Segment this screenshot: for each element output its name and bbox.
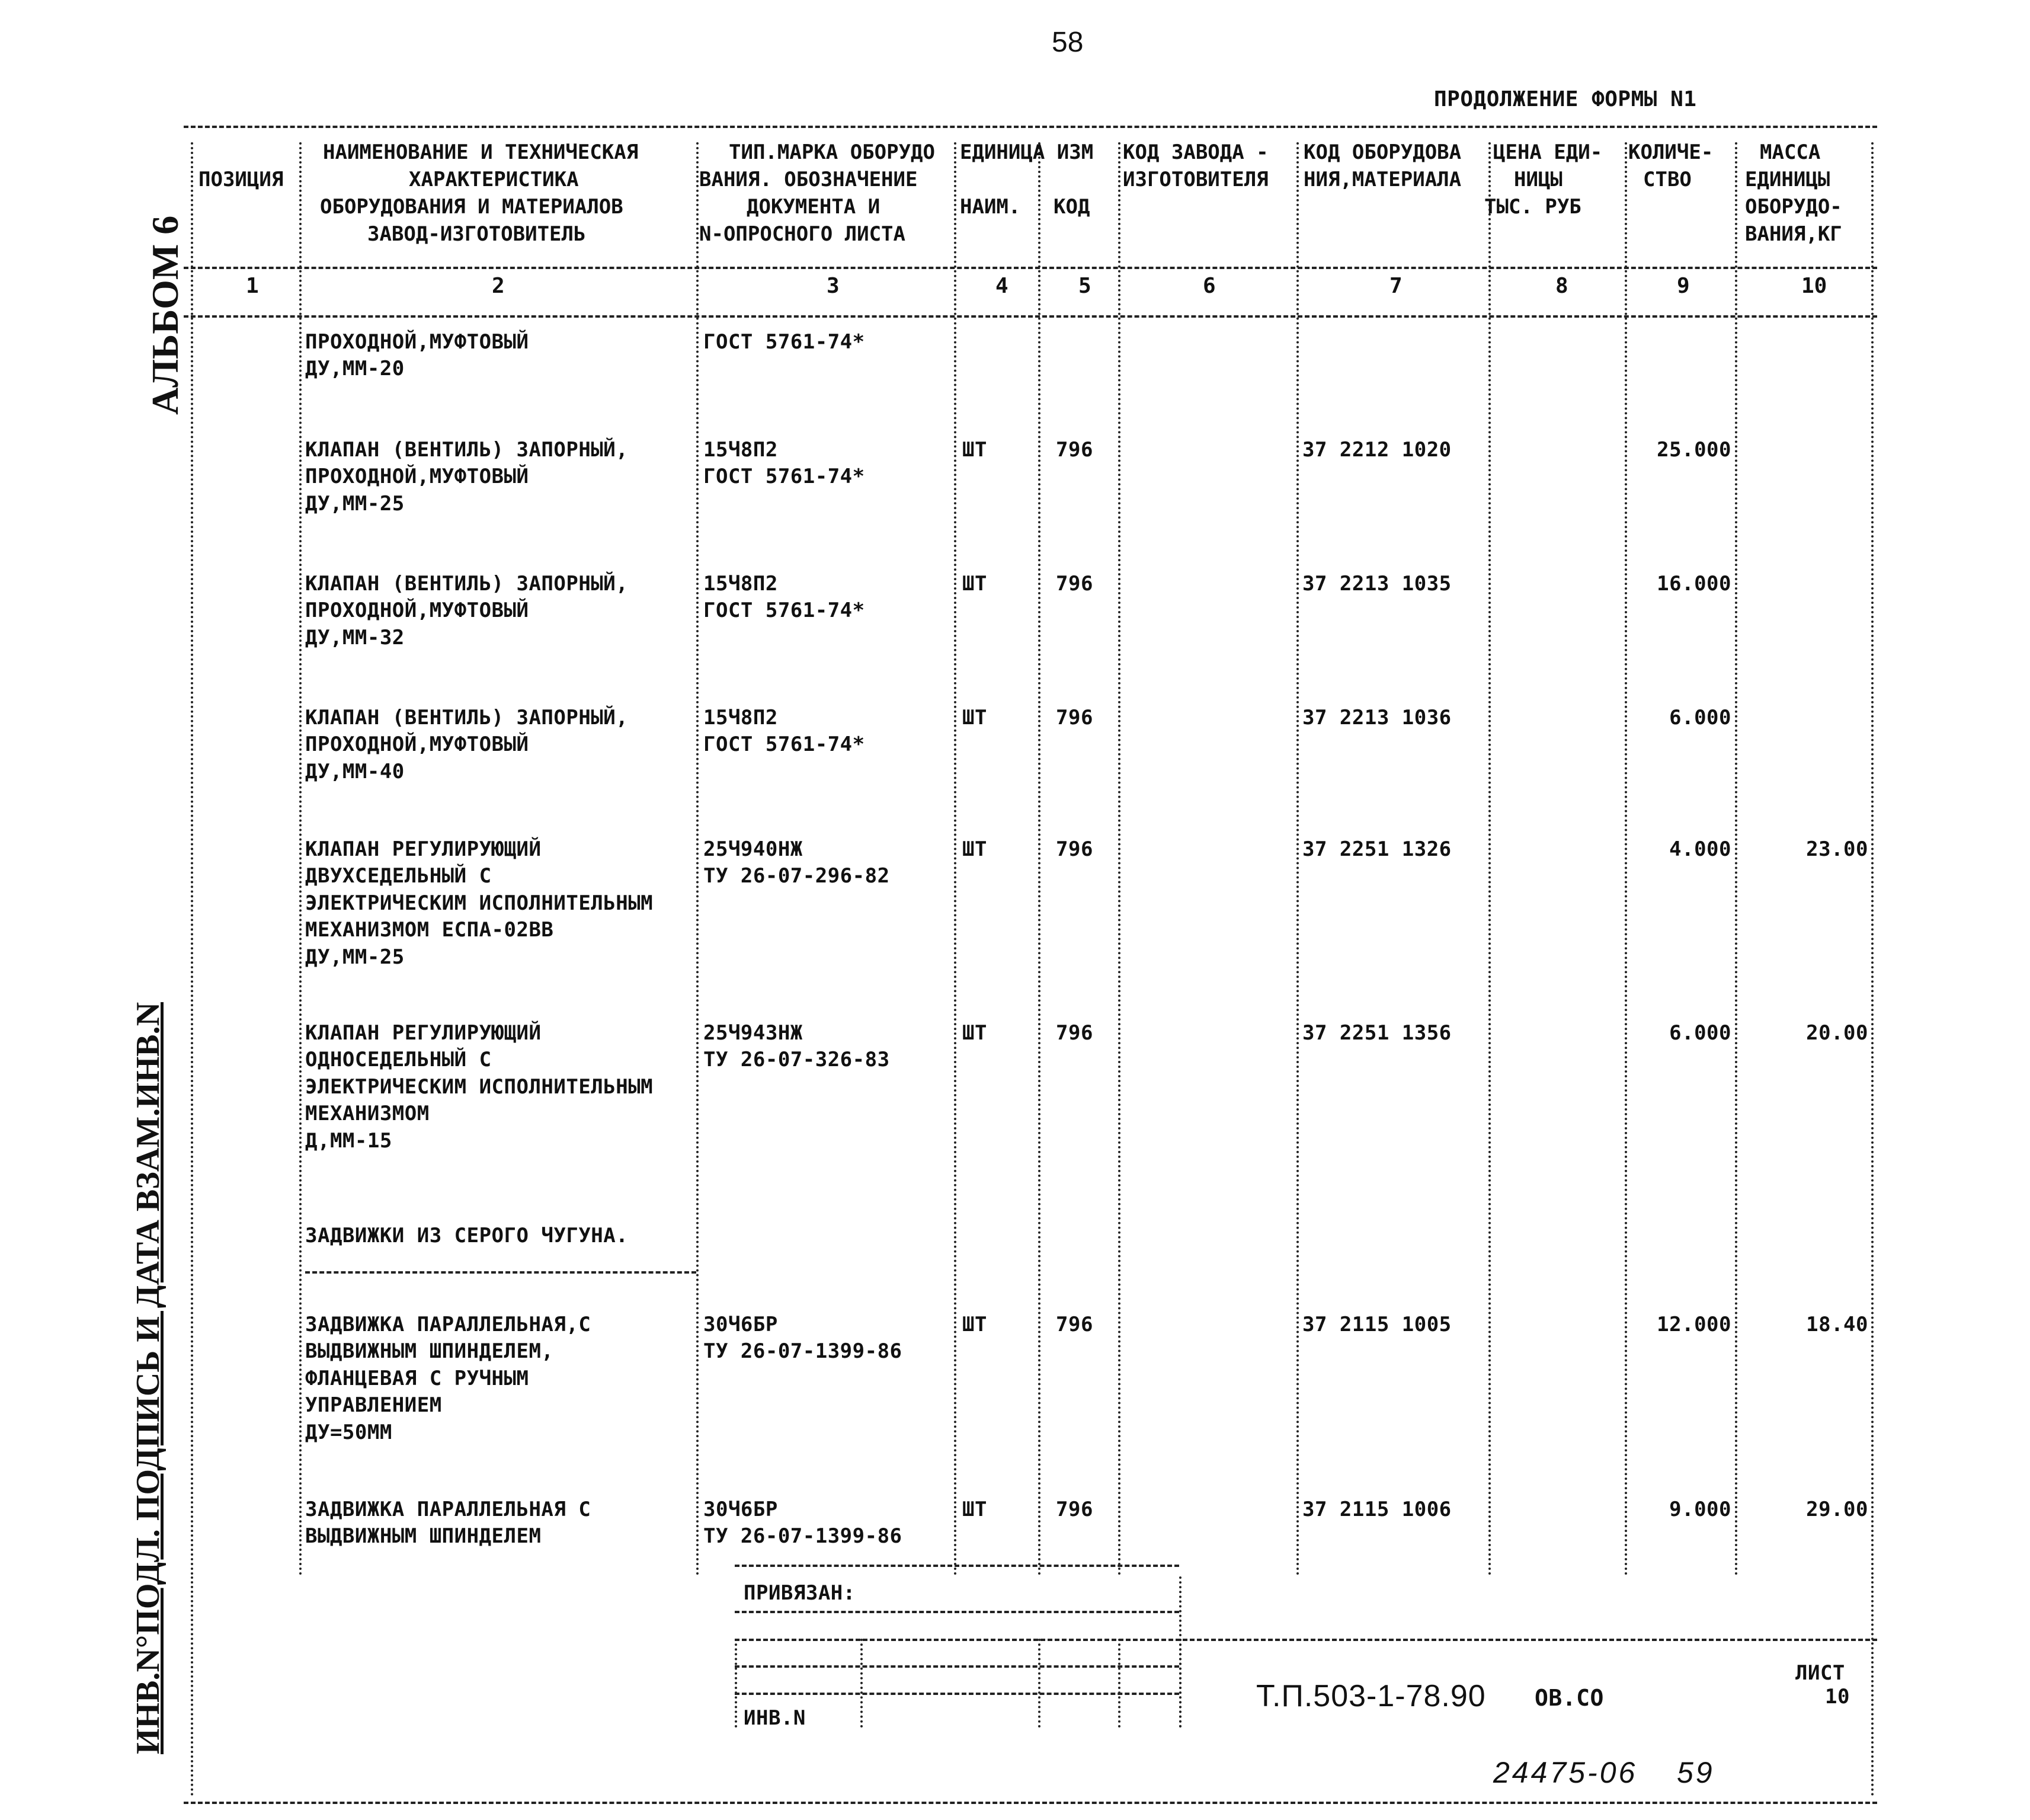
column-separator (1735, 142, 1737, 1576)
title-block-separator (735, 1639, 737, 1728)
column-separator (1038, 142, 1040, 1576)
equipment-code-cell: 37 2251 1356 (1302, 1021, 1452, 1045)
header-cell: КОД ОБОРУДОВА (1304, 140, 1462, 164)
title-block-rule (735, 1665, 1179, 1668)
item-type-line: 15Ч8П2 (703, 706, 778, 730)
equipment-code-cell: 37 2251 1326 (1302, 837, 1452, 861)
item-name-line: КЛАПАН РЕГУЛИРУЮЩИЙ (305, 837, 542, 861)
column-separator (954, 142, 956, 1576)
item-name-line: Д,ММ-15 (305, 1128, 392, 1153)
item-type-line: ГОСТ 5761-74* (703, 465, 865, 489)
header-cell: НИЦЫ (1514, 168, 1562, 191)
code-cell: 796 (1056, 706, 1093, 730)
header-cell: ДОКУМЕНТА И (747, 195, 880, 219)
column-number: 2 (492, 274, 505, 298)
form-title: ПРОДОЛЖЕНИЕ ФОРМЫ N1 (1434, 87, 1697, 111)
column-separator (1871, 1576, 1874, 1796)
header-cell: ОБОРУДО- (1745, 195, 1842, 219)
header-cell: ТИП.МАРКА ОБОРУДО (729, 140, 935, 164)
item-name-line: МЕХАНИЗМОМ ЕСПА-02ВВ (305, 918, 554, 942)
item-name-line: КЛАПАН РЕГУЛИРУЮЩИЙ (305, 1021, 542, 1045)
header-cell: ЗАВОД-ИЗГОТОВИТЕЛЬ (367, 222, 586, 246)
mass-cell: 20.00 (1806, 1021, 1868, 1045)
quantity-cell: 4.000 (1669, 837, 1731, 861)
header-cell: ИЗГОТОВИТЕЛЯ (1123, 168, 1269, 191)
header-cell: МАССА (1760, 140, 1821, 164)
unit-cell: ШТ (962, 837, 987, 861)
column-number: 4 (995, 274, 1008, 298)
inventory-label: ИНВ.N (744, 1706, 806, 1730)
mass-cell: 23.00 (1806, 837, 1868, 861)
item-name-line: УПРАВЛЕНИЕМ (305, 1393, 442, 1418)
sheet-label: ЛИСТ (1795, 1661, 1845, 1685)
item-type-line: ГОСТ 5761-74* (703, 330, 865, 354)
header-cell: N-ОПРОСНОГО ЛИСТА (699, 222, 905, 246)
item-type-line: 30Ч6БР (703, 1313, 778, 1336)
album-label: АЛЬБОМ 6 (144, 215, 186, 415)
item-name-line: ВЫДВИЖНЫМ ШПИНДЕЛЕМ (305, 1524, 542, 1549)
column-number: 1 (246, 274, 259, 298)
title-block-separator (1118, 1639, 1120, 1728)
item-name-line: ЭЛЕКТРИЧЕСКИМ ИСПОЛНИТЕЛЬНЫМ (305, 1074, 654, 1099)
item-type-line: ТУ 26-07-1399-86 (703, 1339, 902, 1364)
title-block-rule (735, 1639, 1877, 1641)
item-type-line: ТУ 26-07-296-82 (703, 864, 890, 888)
item-name-line: КЛАПАН (ВЕНТИЛЬ) ЗАПОРНЫЙ, (305, 438, 629, 462)
item-name-line: ДУ=50ММ (305, 1420, 392, 1444)
handwritten-page: 59 (1677, 1756, 1715, 1789)
equipment-code-cell: 37 2212 1020 (1302, 438, 1452, 462)
unit-cell: ШТ (962, 438, 987, 462)
column-number: 7 (1389, 274, 1403, 298)
column-number: 3 (827, 274, 840, 298)
table-rule (184, 126, 1877, 128)
item-name-line: ПРОХОДНОЙ,МУФТОВЫЙ (305, 733, 529, 757)
column-number: 6 (1203, 274, 1216, 298)
item-type-line: 25Ч940НЖ (703, 837, 803, 861)
column-separator (191, 1576, 193, 1796)
unit-cell: ШТ (962, 1498, 987, 1521)
item-type-line: 15Ч8П2 (703, 438, 778, 462)
code-cell: 796 (1056, 438, 1093, 462)
item-name-line: ПРОХОДНОЙ,МУФТОВЫЙ (305, 330, 529, 354)
header-cell: ХАРАКТЕРИСТИКА (409, 168, 579, 191)
header-cell: КОД (1054, 195, 1090, 219)
document-suffix: ОВ.СО (1535, 1685, 1604, 1711)
title-block-separator (1179, 1576, 1182, 1728)
header-cell: КОД ЗАВОДА - (1123, 140, 1269, 164)
bound-label: ПРИВЯЗАН: (744, 1581, 856, 1605)
header-cell: НАИМЕНОВАНИЕ И ТЕХНИЧЕСКАЯ (323, 140, 639, 164)
header-cell: ЕДИНИЦЫ (1745, 168, 1830, 191)
item-type-line: 30Ч6БР (703, 1498, 778, 1521)
item-name-line: КЛАПАН (ВЕНТИЛЬ) ЗАПОРНЫЙ, (305, 572, 629, 596)
table-rule (184, 267, 1877, 269)
unit-cell: ШТ (962, 706, 987, 730)
table-rule (184, 315, 1877, 318)
column-separator (1488, 142, 1491, 1576)
code-cell: 796 (1056, 837, 1093, 861)
code-cell: 796 (1056, 1498, 1093, 1521)
equipment-code-cell: 37 2213 1036 (1302, 706, 1452, 730)
header-cell: ЕДИНИЦА ИЗМ (960, 140, 1094, 164)
sheet-number: 10 (1825, 1685, 1850, 1709)
item-type-line: 25Ч943НЖ (703, 1021, 803, 1045)
column-separator (696, 142, 699, 1576)
page-number: 58 (1052, 27, 1084, 58)
mass-cell: 29.00 (1806, 1498, 1868, 1521)
item-type-line: 15Ч8П2 (703, 572, 778, 596)
quantity-cell: 25.000 (1657, 438, 1731, 462)
item-type-line: ТУ 26-07-326-83 (703, 1048, 890, 1072)
item-name-line: ПРОХОДНОЙ,МУФТОВЫЙ (305, 465, 529, 489)
title-block-rule (735, 1611, 1179, 1613)
column-number: 5 (1078, 274, 1091, 298)
header-cell: ВАНИЯ,КГ (1745, 222, 1842, 246)
quantity-cell: 6.000 (1669, 1021, 1731, 1045)
item-name-line: ДВУХСЕДЕЛЬНЫЙ С (305, 864, 492, 888)
item-name-line: ДУ,ММ-25 (305, 491, 405, 516)
header-cell: НИЯ,МАТЕРИАЛА (1304, 168, 1462, 191)
header-cell: ТЫС. РУБ (1484, 195, 1581, 219)
item-name-line: ЗАДВИЖКА ПАРАЛЛЕЛЬНАЯ С (305, 1498, 591, 1521)
item-name-line: ЭЛЕКТРИЧЕСКИМ ИСПОЛНИТЕЛЬНЫМ (305, 891, 654, 915)
item-name-line: ЗАДВИЖКА ПАРАЛЛЕЛЬНАЯ,С (305, 1313, 591, 1336)
item-name-line: ДУ,ММ-20 (305, 357, 405, 381)
item-type-line: ГОСТ 5761-74* (703, 733, 865, 757)
column-separator (1118, 142, 1120, 1576)
quantity-cell: 9.000 (1669, 1498, 1731, 1521)
code-cell: 796 (1056, 1021, 1093, 1045)
handwritten-number: 24475-06 (1493, 1756, 1638, 1789)
column-separator (299, 142, 302, 1576)
header-cell: НАИМ. (960, 195, 1021, 219)
item-name-line: ДУ,ММ-25 (305, 945, 405, 969)
mass-cell: 18.40 (1806, 1313, 1868, 1336)
header-cell: ВАНИЯ. ОБОЗНАЧЕНИЕ (699, 168, 918, 191)
header-cell: КОЛИЧЕ- (1628, 140, 1714, 164)
column-number: 8 (1555, 274, 1568, 298)
column-separator (1296, 142, 1299, 1576)
item-name-line: МЕХАНИЗМОМ (305, 1102, 430, 1126)
quantity-cell: 16.000 (1657, 572, 1731, 596)
column-separator (191, 142, 193, 1576)
item-type-line: ГОСТ 5761-74* (703, 599, 865, 623)
code-cell: 796 (1056, 572, 1093, 596)
column-separator (1871, 142, 1874, 1576)
header-cell: ПОЗИЦИЯ (198, 168, 284, 191)
item-name-line: ПРОХОДНОЙ,МУФТОВЫЙ (305, 599, 529, 623)
item-name-line: ВЫДВИЖНЫМ ШПИНДЕЛЕМ, (305, 1339, 554, 1364)
equipment-code-cell: 37 2115 1005 (1302, 1313, 1452, 1336)
equipment-code-cell: 37 2115 1006 (1302, 1498, 1452, 1521)
item-name-line: ОДНОСЕДЕЛЬНЫЙ С (305, 1048, 492, 1072)
title-block-rule (735, 1565, 1179, 1567)
document-code: Т.П.503-1-78.90 (1256, 1679, 1486, 1713)
column-number: 9 (1677, 274, 1690, 298)
title-block-separator (860, 1639, 863, 1728)
column-separator (1625, 142, 1627, 1576)
quantity-cell: 12.000 (1657, 1313, 1731, 1336)
equipment-code-cell: 37 2213 1035 (1302, 572, 1452, 596)
title-block-separator (1038, 1639, 1040, 1728)
unit-cell: ШТ (962, 1313, 987, 1336)
quantity-cell: 6.000 (1669, 706, 1731, 730)
item-name-line: ДУ,ММ-40 (305, 759, 405, 783)
item-name-line: ЗАДВИЖКИ ИЗ СЕРОГО ЧУГУНА. (305, 1224, 629, 1248)
header-cell: ЦЕНА ЕДИ- (1493, 140, 1603, 164)
unit-cell: ШТ (962, 1021, 987, 1045)
header-cell: ОБОРУДОВАНИЯ И МАТЕРИАЛОВ (320, 195, 623, 219)
column-number: 10 (1801, 274, 1827, 298)
item-name-line: ДУ,ММ-32 (305, 625, 405, 650)
section-underline (305, 1271, 696, 1274)
approval-stamp: ИНВ.N°ПОДЛ. ПОДПИСЬ И ДАТА ВЗАМ.ИНВ.N (130, 1002, 167, 1754)
unit-cell: ШТ (962, 572, 987, 596)
title-block-rule (735, 1693, 1179, 1695)
table-rule (184, 1802, 1877, 1804)
header-cell: СТВО (1643, 168, 1692, 191)
code-cell: 796 (1056, 1313, 1093, 1336)
item-name-line: ФЛАНЦЕВАЯ С РУЧНЫМ (305, 1366, 529, 1390)
item-type-line: ТУ 26-07-1399-86 (703, 1524, 902, 1549)
item-name-line: КЛАПАН (ВЕНТИЛЬ) ЗАПОРНЫЙ, (305, 706, 629, 730)
